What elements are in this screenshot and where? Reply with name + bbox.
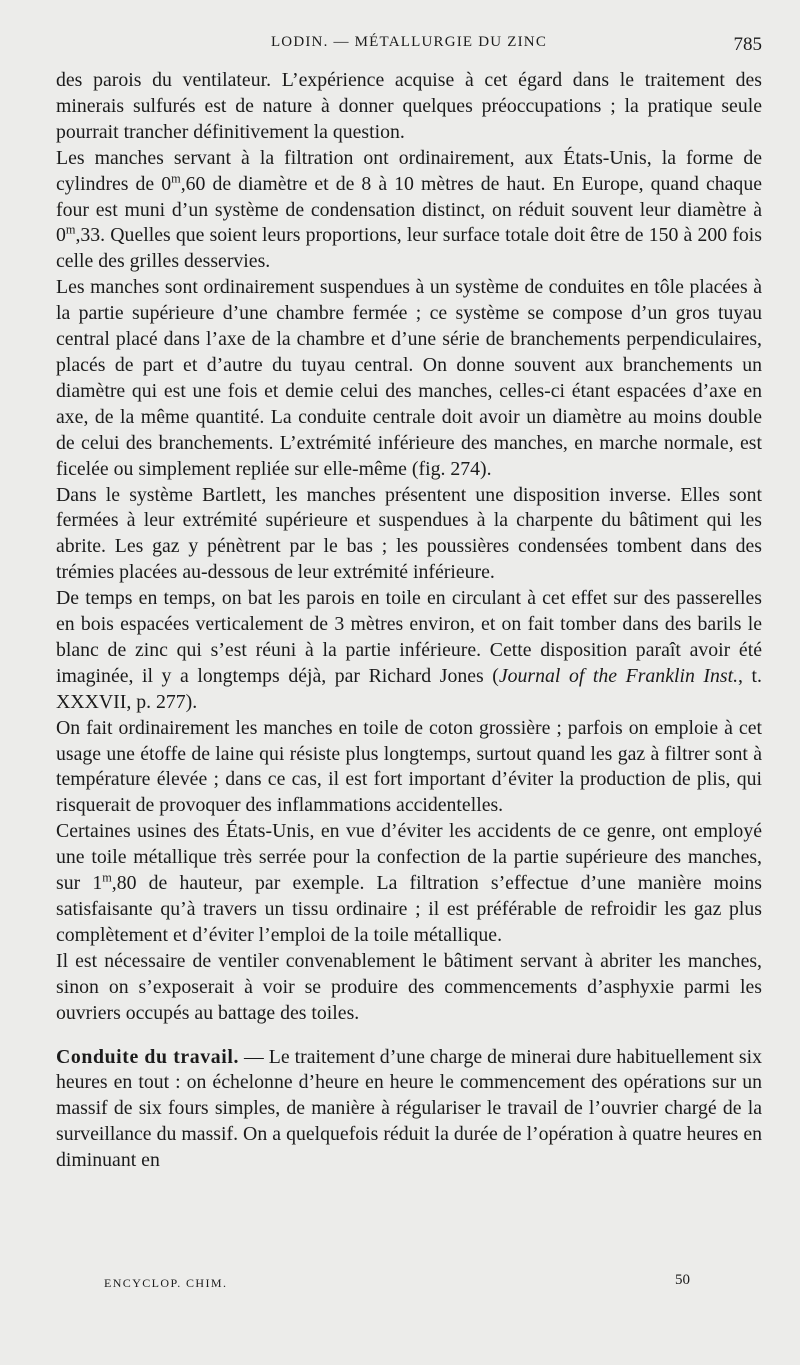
paragraph-7-part-2: ,80 de hauteur, par exemple. La filtration s’effectue d’une manière moins satisfaisante qu’à travers un tissu ordinaire ; il est préférable de refroidir les gaz plus complètement et d’éviter l’emploi de la toile métallique. (56, 872, 763, 946)
signature-mark: ENCYCLOP. CHIM. (104, 1276, 228, 1290)
paragraph-2-part-2: ,60 de diamètre et de 8 à 10 mètres de haut. En Europe, quand chaque four est muni d’un système de condensation distinct, on réduit souvent leur diamètre à 0 (56, 172, 762, 247)
unit-superscript: m (171, 171, 181, 186)
paragraph-5-text: De temps en temps, on bat les parois en toile en circulant à cet effet sur des passerelles en bois espacées verticalement de 3 mètres environ, et on fait tomber dans des barils le blanc de zinc qui s’est réuni à la partie inférieure. Cette disposition paraît avoir été imaginée, il y a longtemps déjà, par Richard Jones (56, 587, 762, 687)
sheet-number: 50 (675, 1272, 690, 1288)
page-number: 785 (733, 34, 762, 55)
paragraph-7-part-1: Certaines usines des États-Unis, en vue d’éviter les accidents de ce genre, ont employé une toile métallique très serrée pour la confection de la partie supérieure des manches, sur 1 (56, 820, 762, 895)
page-footer (104, 1272, 690, 1300)
paragraph-5 (56, 586, 762, 716)
citation-open: ( (483, 664, 499, 687)
unit-superscript: m (102, 870, 112, 885)
paragraph-8-text: Il est nécessaire de ventiler convenablement le bâtiment servant à abriter les manches, sinon on s’exposerait à voir se produire des commencements d’asphyxie parmi les ouvriers occupés au battage des toiles. (56, 949, 762, 1024)
paragraph-1-text: des parois du ventilateur. L’expérience acquise à cet égard dans le traitement des minerais sulfurés est de nature à donner quelques préoccupations ; la pratique seule pourrait trancher définitivement la question. (56, 69, 762, 143)
paragraph-9 (56, 1045, 762, 1175)
paragraph-4-text: Dans le système Bartlett, les manches présentent une disposition inverse. Elles sont fermées à leur extrémité supérieure et suspendues à la charpente du bâtiment qui les abrite. Les gaz y pénètrent par le bas ; les poussières condensées tombent dans des trémies placées au-dessous de leur extrémité inférieure. (56, 483, 762, 584)
paragraph-2 (56, 146, 762, 276)
paragraph-2-part-1: Les manches servant à la filtration ont ordinairement, aux États-Unis, la forme de cylindres de 0 (56, 146, 762, 195)
paragraph-8 (56, 949, 762, 1027)
paragraph-2-part-3: ,33. Quelles que soient leurs proportions, leur surface totale doit être de 150 à 200 fois celle des grilles desservies. (56, 224, 762, 273)
running-title: LODIN. — MÉTALLURGIE DU ZINC (270, 34, 548, 50)
paragraph-1 (56, 68, 762, 146)
paragraph-3-text: Les manches sont ordinairement suspendues à un système de conduites en tôle placées à la partie supérieure d’une chambre fermée ; ce système se compose d’un gros tuyau central placé dans l’axe de la chambre et d’une série de branchements perpendiculaires, placés de part et d’autre du tuyau central. On donne souvent aux branchements un diamètre qui est une fois et demie celui des manches, celles-ci étant espacées d’axe en axe, de la même quantité. La conduite centrale doit avoir un diamètre au moins double de celui des branchements. L’extrémité inférieure des manches, en marche normale, est ficelée ou simplement repliée sur elle-même (fig. 274). (56, 276, 762, 480)
section-heading: Conduite du travail. (56, 1045, 240, 1068)
body-text (56, 68, 762, 1174)
paragraph-9-text: — Le traitement d’une charge de minerai dure habituellement six heures en tout : on échelonne d’heure en heure le commencement des opérations sur un massif de six fours simples, de manière à régulariser le travail de l’ouvrier chargé de la surveillance du massif. On a quelquefois réduit la durée de l’opération à quatre heures en diminuant en (56, 1045, 762, 1172)
citation-rest: , t. XXXVII, p. 277). (56, 664, 762, 713)
paragraph-6 (56, 716, 762, 820)
paragraph-7 (56, 819, 762, 949)
paragraph-6-text: On fait ordinairement les manches en toile de coton grossière ; parfois on emploie à cet usage une étoffe de laine qui résiste plus longtemps, surtout quand les gaz à filtrer sont à température élevée ; dans ce cas, il est fort important d’éviter la production de plis, qui risquerait de provoquer des inflammations accidentelles. (56, 716, 762, 817)
unit-superscript: m (65, 222, 76, 237)
citation-journal: Journal of the Franklin Inst. (498, 664, 739, 687)
paragraph-3 (56, 275, 762, 482)
running-head (56, 30, 762, 60)
paragraph-4 (56, 483, 762, 587)
